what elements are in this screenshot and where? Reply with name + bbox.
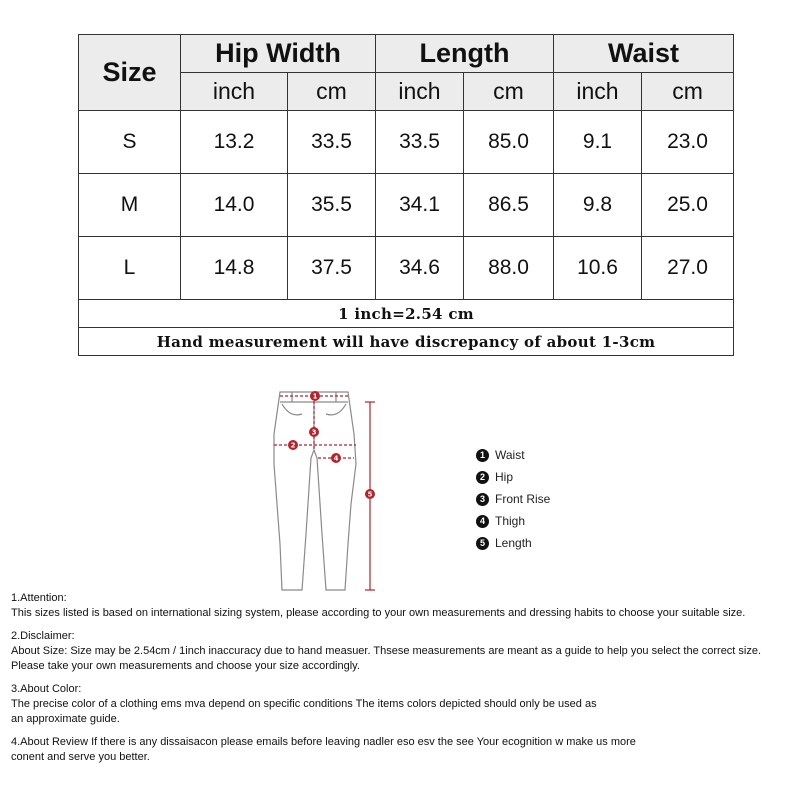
- table-header-row: [79, 35, 734, 73]
- table-cell: 25.0: [642, 174, 734, 237]
- table-cell: 14.0: [181, 174, 288, 237]
- table-cell: 27.0: [642, 237, 734, 300]
- hip-width-header: Hip Width: [181, 35, 376, 73]
- unit-header: inch: [554, 73, 642, 111]
- legend-number: 2: [476, 471, 489, 484]
- table-row: [79, 111, 734, 174]
- table-cell: 9.8: [554, 174, 642, 237]
- table-cell: 23.0: [642, 111, 734, 174]
- note-title: 3.About Color:: [11, 683, 82, 695]
- legend-label: Thigh: [495, 514, 526, 528]
- legend-item: [476, 488, 550, 510]
- table-cell: 88.0: [464, 237, 554, 300]
- note-attention: [11, 591, 800, 621]
- table-cell: 9.1: [554, 111, 642, 174]
- unit-header: inch: [181, 73, 288, 111]
- conversion-note: 1 inch=2.54 cm: [79, 300, 734, 328]
- note-text: This sizes listed is based on international sizing system, please according to your own measurements and dressing habits to choose your suitable size.: [11, 607, 746, 619]
- marker-1-label: 1: [312, 392, 318, 401]
- note-title: 2.Disclaimer:: [11, 630, 75, 642]
- legend-item: [476, 466, 550, 488]
- legend-number: 4: [476, 515, 489, 528]
- table-cell: 33.5: [376, 111, 464, 174]
- marker-2-label: 2: [290, 441, 296, 450]
- unit-header: cm: [642, 73, 734, 111]
- table-cell: 10.6: [554, 237, 642, 300]
- unit-header: inch: [376, 73, 464, 111]
- table-cell: 34.1: [376, 174, 464, 237]
- table-cell: 85.0: [464, 111, 554, 174]
- jeans-measurement-diagram: [262, 384, 392, 596]
- table-cell: 13.2: [181, 111, 288, 174]
- table-cell: 34.6: [376, 237, 464, 300]
- legend-label: Length: [495, 536, 532, 550]
- legend-item: [476, 510, 550, 532]
- unit-header: cm: [464, 73, 554, 111]
- note-text: an approximate guide.: [11, 713, 120, 725]
- marker-5-label: 5: [367, 490, 373, 499]
- legend-label: Hip: [495, 470, 514, 484]
- table-cell: 35.5: [288, 174, 376, 237]
- notes-section: [11, 591, 800, 773]
- table-cell: 33.5: [288, 111, 376, 174]
- table-cell: 86.5: [464, 174, 554, 237]
- marker-4-label: 4: [333, 454, 339, 463]
- size-chart-table: [78, 34, 734, 356]
- size-column-header: Size: [79, 35, 181, 111]
- legend-number: 3: [476, 493, 489, 506]
- discrepancy-note-row: [79, 328, 734, 356]
- marker-3-label: 3: [311, 428, 317, 437]
- table-row: [79, 237, 734, 300]
- note-text: conent and serve you better.: [11, 751, 150, 763]
- note-text: 4.About Review If there is any dissaisacon please emails before leaving nadler eso esv the see Your ecognition w make us more: [11, 736, 636, 748]
- size-cell: S: [79, 111, 181, 174]
- legend-item: [476, 444, 550, 466]
- conversion-note-row: [79, 300, 734, 328]
- note-text: Please take your own measurements and choose your size accordingly.: [11, 660, 360, 672]
- note-text: About Size: Size may be 2.54cm / 1inch inaccuracy due to hand measuer. Thsese measurements are meant as a guide to help you select the correct size.: [11, 645, 762, 657]
- discrepancy-note: Hand measurement will have discrepancy of about 1-3cm: [79, 328, 734, 356]
- note-title: 1.Attention:: [11, 592, 67, 604]
- note-text: The precise color of a clothing ems mva depend on specific conditions The items colors depicted should only be used as: [11, 698, 597, 710]
- note-review: [11, 735, 800, 765]
- diagram-legend: [476, 444, 550, 554]
- size-cell: L: [79, 237, 181, 300]
- table-cell: 14.8: [181, 237, 288, 300]
- length-header: Length: [376, 35, 554, 73]
- legend-label: Front Rise: [495, 492, 551, 506]
- size-cell: M: [79, 174, 181, 237]
- table-cell: 37.5: [288, 237, 376, 300]
- note-disclaimer: [11, 629, 800, 674]
- legend-item: [476, 532, 550, 554]
- legend-number: 5: [476, 537, 489, 550]
- note-color: [11, 682, 800, 727]
- legend-number: 1: [476, 449, 489, 462]
- legend-label: Waist: [495, 448, 525, 462]
- unit-header: cm: [288, 73, 376, 111]
- waist-header: Waist: [554, 35, 734, 73]
- table-row: [79, 174, 734, 237]
